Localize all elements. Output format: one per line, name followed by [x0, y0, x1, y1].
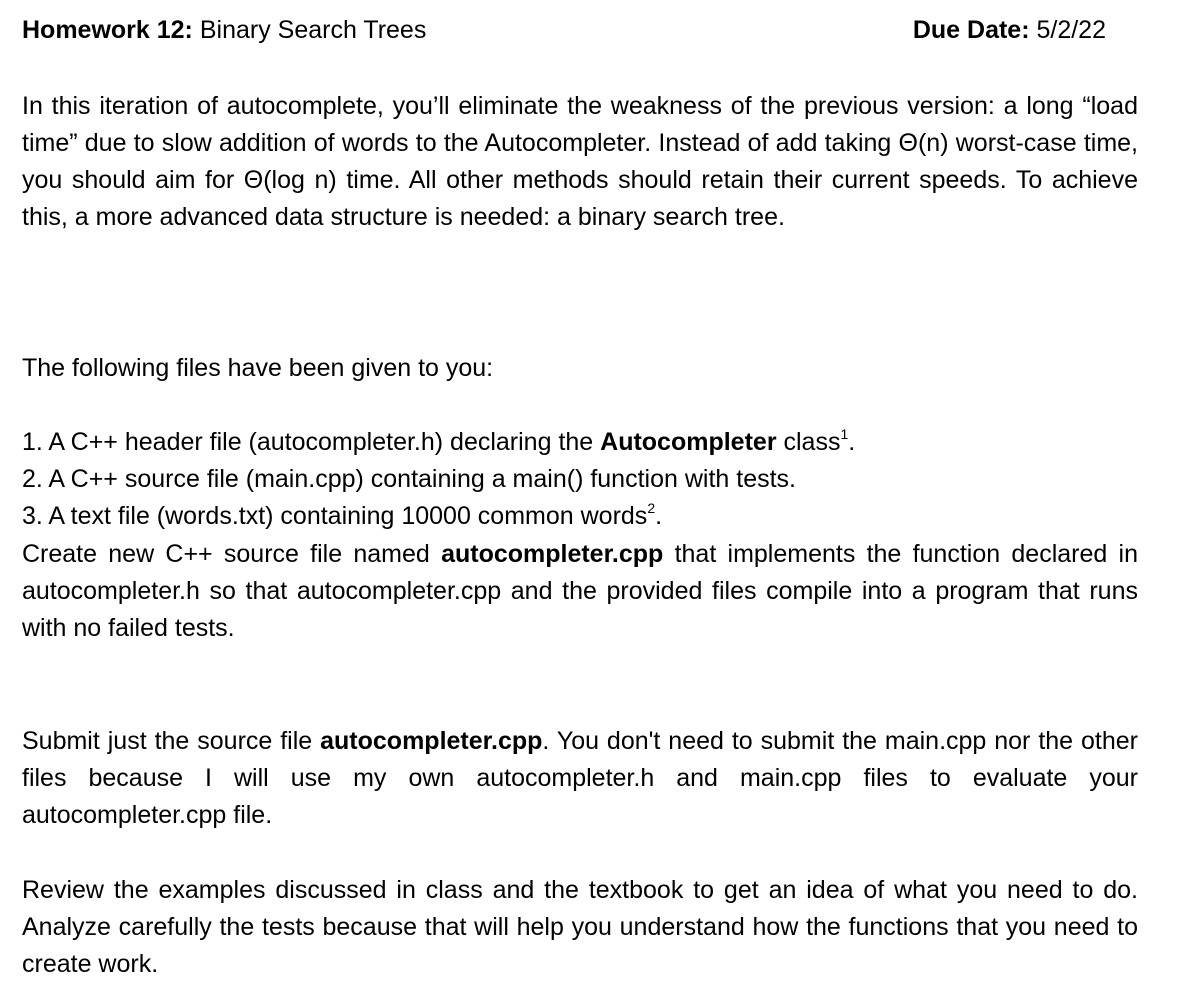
create-text: Create new C++ source file named	[22, 540, 442, 568]
submit-paragraph	[22, 723, 1138, 834]
list-item: 2. A C++ source file (main.cpp) containing a main() function with tests.	[22, 465, 796, 493]
intro-paragraph: In this iteration of autocomplete, you’ll eliminate the weakness of the previous version: a long “load time” due to slow addition of words to the Autocompleter. Instead of add taking Θ(n) worst-case time, you should aim for Θ(log n) time. All other methods should retain their current speeds. To achieve this, a more advanced data structure is needed: a binary search tree.	[22, 92, 1138, 231]
item1-text: 1. A C++ header file (autocompleter.h) declaring the	[22, 428, 601, 456]
footnote-ref-2: 2	[647, 499, 656, 516]
item1-text-end: class	[776, 428, 841, 456]
homework-label: Homework 12:	[22, 16, 193, 44]
create-text-end: that implements the function declared in autocompleter.h so that autocompleter.cpp and the provided files compile into a program that runs with no failed tests.	[22, 540, 1138, 642]
item3-text: 3. A text file (words.txt) containing 10000 common words	[22, 502, 648, 530]
due-date-label: Due Date:	[912, 16, 1030, 44]
document-header	[22, 12, 1106, 52]
create-paragraph	[22, 536, 1138, 647]
item1-period: .	[848, 428, 856, 456]
footnote-ref-1: 1	[840, 425, 849, 442]
create-filename: autocompleter.cpp	[441, 540, 664, 568]
homework-title	[22, 12, 426, 49]
homework-topic: Binary Search Trees	[199, 16, 427, 44]
submit-filename: autocompleter.cpp	[320, 727, 543, 755]
document-body	[22, 12, 1138, 978]
item1-class-name: Autocompleter	[600, 428, 777, 456]
submit-text-end: . You don't need to submit the main.cpp nor the other files because I will use my own autocompleter.h and main.cpp files to evaluate your autocompleter.cpp file.	[22, 727, 1138, 829]
list-item	[22, 424, 1138, 461]
due-date	[913, 12, 1106, 49]
review-paragraph: Review the examples discussed in class and the textbook to get an idea of what you need to do. Analyze carefully the tests because that will help you understand how the functions that you need to create work.	[22, 876, 1138, 978]
item3-period: .	[655, 502, 663, 530]
due-date-value: 5/2/22	[1036, 16, 1106, 44]
list-item	[22, 498, 1138, 535]
submit-text: Submit just the source file	[22, 727, 321, 755]
files-list	[22, 424, 1138, 535]
files-heading: The following files have been given to you:	[22, 354, 494, 382]
